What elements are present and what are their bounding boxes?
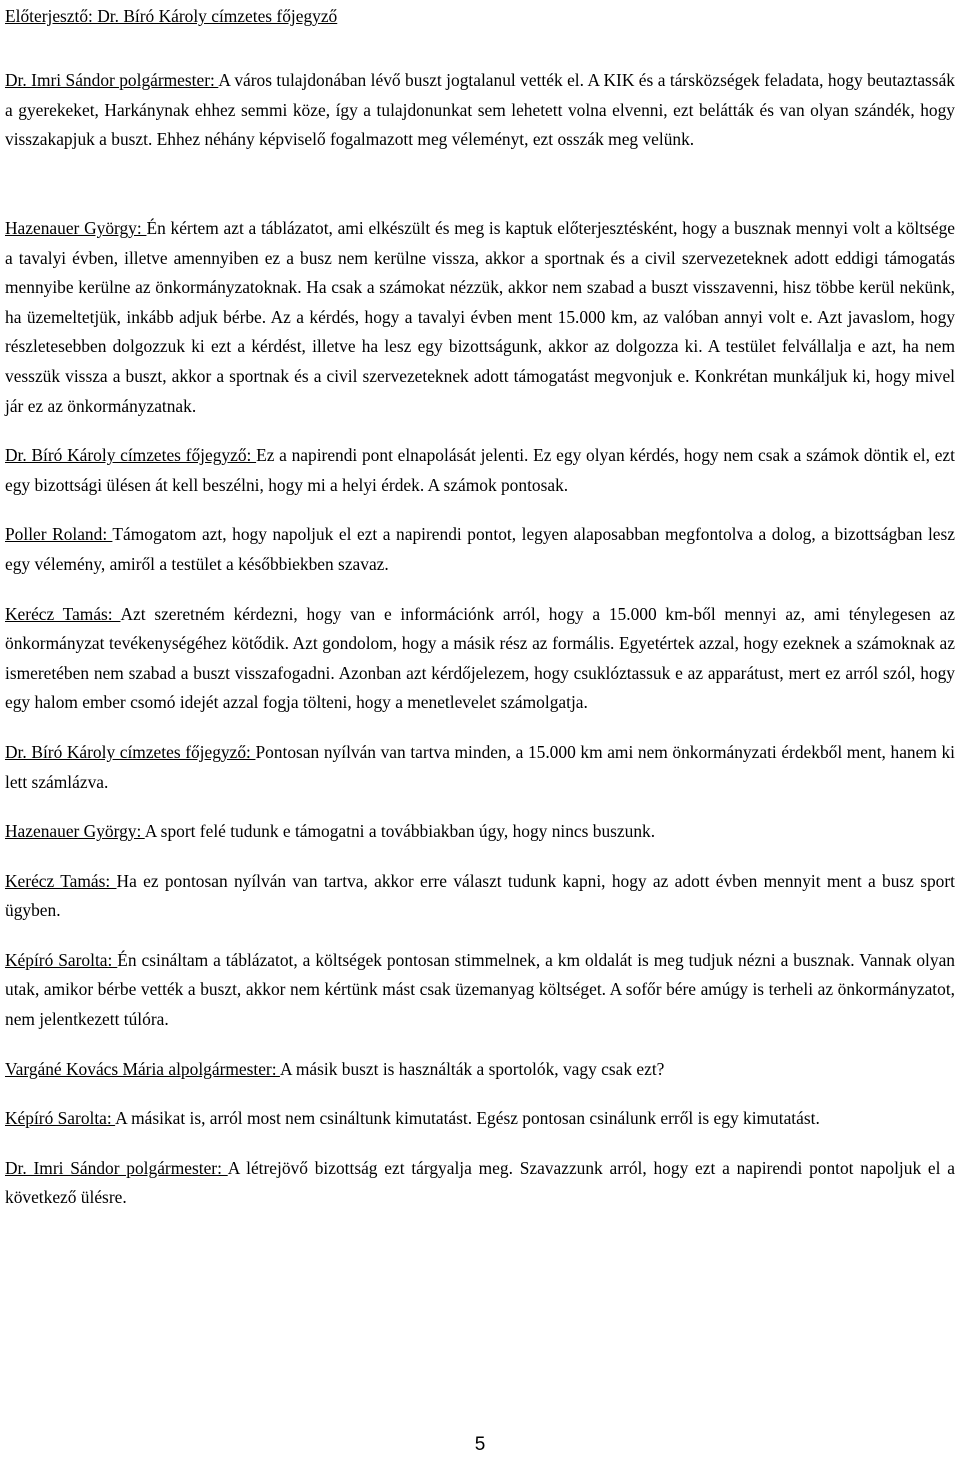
- speech-text: A másikat is, arról most nem csináltunk kimutatást. Egész pontosan csinálunk erről is egy kimutatást.: [115, 1108, 820, 1129]
- presenter-label: Előterjesztő: Dr. Bíró Károly címzetes főjegyző: [5, 6, 338, 26]
- speaker-name: Képíró Sarolta:: [5, 949, 118, 970]
- paragraph-kerecz-1: [5, 600, 955, 718]
- speech-text: Pontosan nyílván van tartva minden, a 15.000 km ami nem önkormányzati érdekből ment, hanem ki lett számlázva.: [5, 741, 955, 792]
- paragraph-poller: [5, 520, 955, 579]
- speaker-name: Poller Roland:: [5, 524, 113, 545]
- paragraph-biro-1: [5, 441, 955, 500]
- speech-text: Támogatom azt, hogy napoljuk el ezt a napirendi pontot, legyen alaposabban megfontolva a dolog, a bizottságban lesz egy vélemény, amiről a testület a későbbiekben szavaz.: [5, 524, 955, 574]
- speech-text: Azt szeretném kérdezni, hogy van e információnk arról, hogy a 15.000 km-ből mennyi az, ami ténylegesen az önkormányzat tevékenységéhez kötődik. Azt gondolom, hogy a másik rész az formális. Egyetértek azzal, hogy ezeknek a számoknak az ismeretében nem szabad a buszt visszafogadni. Azonban azt kérdőjelezem, hogy csuklóztassuk e az apparátust, mert ez arról szól, hogy egy halom ember csomó idejét azzal fogja tölteni, hogy a menetlevelet számolgatja.: [5, 603, 955, 713]
- speech-text: A város tulajdonában lévő buszt jogtalanul vették el. A KIK és a társközségek feladata, hogy beutaztassák a gyerekeket, Harkánynak ehhez semmi köze, így a tulajdonunkat sem lehetett volna elvenni, ezt belátták és van olyan szándék, hogy visszakapjuk a buszt. Ehhez néhány képviselő fogalmazott meg véleményt, ezt osszák meg velünk.: [5, 70, 955, 150]
- speaker-name: Vargáné Kovács Mária alpolgármester:: [5, 1058, 280, 1079]
- speech-text: Ha ez pontosan nyílván van tartva, akkor erre választ tudunk kapni, hogy az adott évben mennyit ment a busz sport ügyben.: [5, 870, 955, 921]
- speech-text: A sport felé tudunk e támogatni a továbbiakban úgy, hogy nincs buszunk.: [144, 821, 656, 842]
- paragraph-imri-2: [5, 1154, 955, 1213]
- speaker-name: Képíró Sarolta:: [5, 1108, 116, 1129]
- paragraph-vargane: [5, 1055, 955, 1085]
- speaker-name: Dr. Bíró Károly címzetes főjegyző:: [5, 741, 256, 762]
- paragraph-mayor-intro: [5, 66, 955, 155]
- speech-text: Ez a napirendi pont elnapolását jelenti. Ez egy olyan kérdés, hogy nem csak a számok döntik el, ezt egy bizottsági ülésen át kell beszélni, hogy mi a helyi érdek. A számok pontosak.: [5, 445, 955, 495]
- speaker-name: Kerécz Tamás:: [5, 870, 117, 891]
- speaker-name: Dr. Imri Sándor polgármester:: [5, 1157, 228, 1178]
- paragraph-kepiro-1: [5, 946, 955, 1035]
- presenter-line: [5, 2, 337, 32]
- minutes-body: [5, 214, 955, 1233]
- speaker-name: Dr. Imri Sándor polgármester:: [5, 70, 219, 90]
- speaker-name: Hazenauer György:: [5, 821, 145, 842]
- speech-text: A létrejövő bizottság ezt tárgyalja meg. Szavazzunk arról, hogy ezt a napirendi pontot napoljuk el a következő ülésre.: [5, 1157, 955, 1208]
- paragraph-kepiro-2: [5, 1104, 955, 1134]
- speech-text: Én kértem azt a táblázatot, ami elkészült és meg is kaptuk előterjesztésként, hogy a busznak mennyi volt a költsége a tavalyi évben, illetve amennyiben ez a busz nem kerülne vissza, akkor a sportnak és a civil szervezeteknek adott eddigi támogatás mennyibe kerülne az önkormányzatoknak. Ha csak a számokat nézzük, akkor nem szabad a buszt visszavenni, hisz többe kerül nekünk, ha üzemeltetjük, inkább adjuk bérbe. Az a kérdés, hogy a tavalyi évben ment 15.000 km, az valóban annyi volt e. Azt javaslom, hogy részletesebben dolgozzuk ki ezt a kérdést, illetve ha lesz egy bizottságunk, akkor az dolgozza ki. A testület felvállalja e azt, ha nem vesszük vissza a buszt, akkor a sportnak és a civil szervezeteknek adott támogatást megvonjuk e. Konkrétan munkáljuk ki, hogy mivel jár ez az önkormányzatnak.: [5, 218, 955, 416]
- speaker-name: Hazenauer György:: [5, 218, 147, 238]
- speech-text: Én csináltam a táblázatot, a költségek pontosan stimmelnek, a km oldalát is meg tudjuk nézni a busznak. Vannak olyan utak, amikor bérbe vették a buszt, akkor nem kértünk mást csak üzemanyag költséget. A sofőr bére amúgy is terheli az önkormányzatot, nem jelentkezett túlóra.: [5, 949, 955, 1030]
- page-number: 5: [474, 1434, 486, 1455]
- speaker-name: Dr. Bíró Károly címzetes főjegyző:: [5, 445, 257, 466]
- paragraph-biro-2: [5, 738, 955, 797]
- paragraph-hazenauer-1: [5, 214, 955, 421]
- speech-text: A másik buszt is használták a sportolók, vagy csak ezt?: [279, 1058, 665, 1079]
- paragraph-hazenauer-2: [5, 817, 955, 847]
- paragraph-kerecz-2: [5, 867, 955, 926]
- speaker-name: Kerécz Tamás:: [5, 603, 121, 624]
